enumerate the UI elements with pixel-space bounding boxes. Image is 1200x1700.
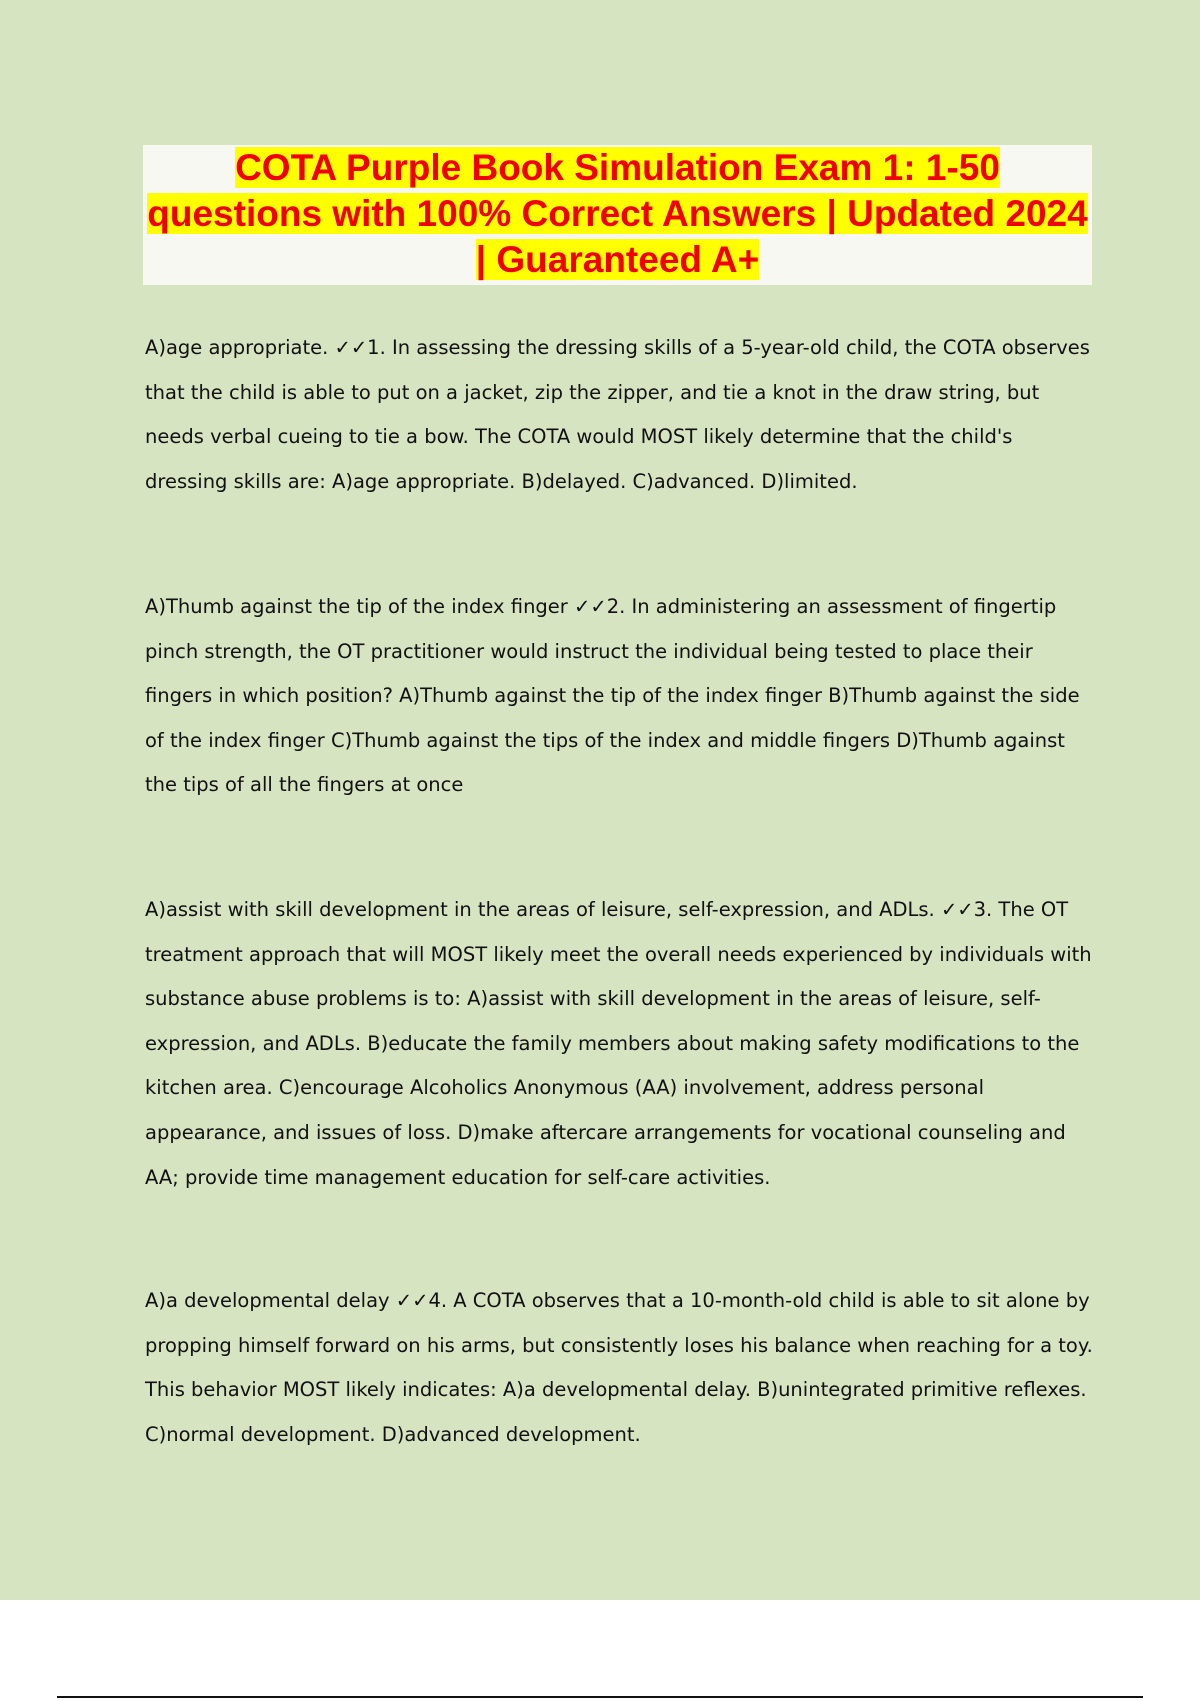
question-item-2: A)Thumb against the tip of the index finger ✓✓2. In administering an assessment of fingertip pinch strength, the OT practitioner would instruct the individual being tested to place their fingers in which position? A)Thumb against the tip of the index finger B)Thumb against the side of the index finger C)Thumb against the tips of the index and middle fingers D)Thumb against the tips of all the fingers at once	[145, 595, 1080, 797]
question-item-1: A)age appropriate. ✓✓1. In assessing the dressing skills of a 5-year-old child, the COTA observes that the child is able to put on a jacket, zip the zipper, and tie a knot in the draw string, but needs verbal cueing to tie a bow. The COTA would MOST likely determine that the child's dressing skills are: A)age appropriate. B)delayed. C)advanced. D)limited.	[145, 336, 1090, 493]
document-title	[143, 145, 1092, 283]
document-title-text: COTA Purple Book Simulation Exam 1: 1-50 questions with 100% Correct Answers | Updated 2024 | Guaranteed A+	[147, 147, 1088, 280]
question-item-3: A)assist with skill development in the areas of leisure, self-expression, and ADLs. ✓✓3. The OT treatment approach that will MOST likely meet the overall needs experienced by individuals with substance abuse problems is to: A)assist with skill development in the areas of leisure, self-expression, and ADLs. B)educate the family members about making safety modifications to the kitchen area. C)encourage Alcoholics Anonymous (AA) involvement, address personal appearance, and issues of loss. D)make aftercare arrangements for vocational counseling and AA; provide time management education for self-care activities.	[145, 898, 1092, 1189]
question-item-4: A)a developmental delay ✓✓4. A COTA observes that a 10-month-old child is able to sit alone by propping himself forward on his arms, but consistently loses his balance when reaching for a toy. This behavior MOST likely indicates: A)a developmental delay. B)unintegrated primitive reflexes. C)normal development. D)advanced development.	[145, 1289, 1093, 1446]
footer-divider	[57, 1696, 1143, 1698]
